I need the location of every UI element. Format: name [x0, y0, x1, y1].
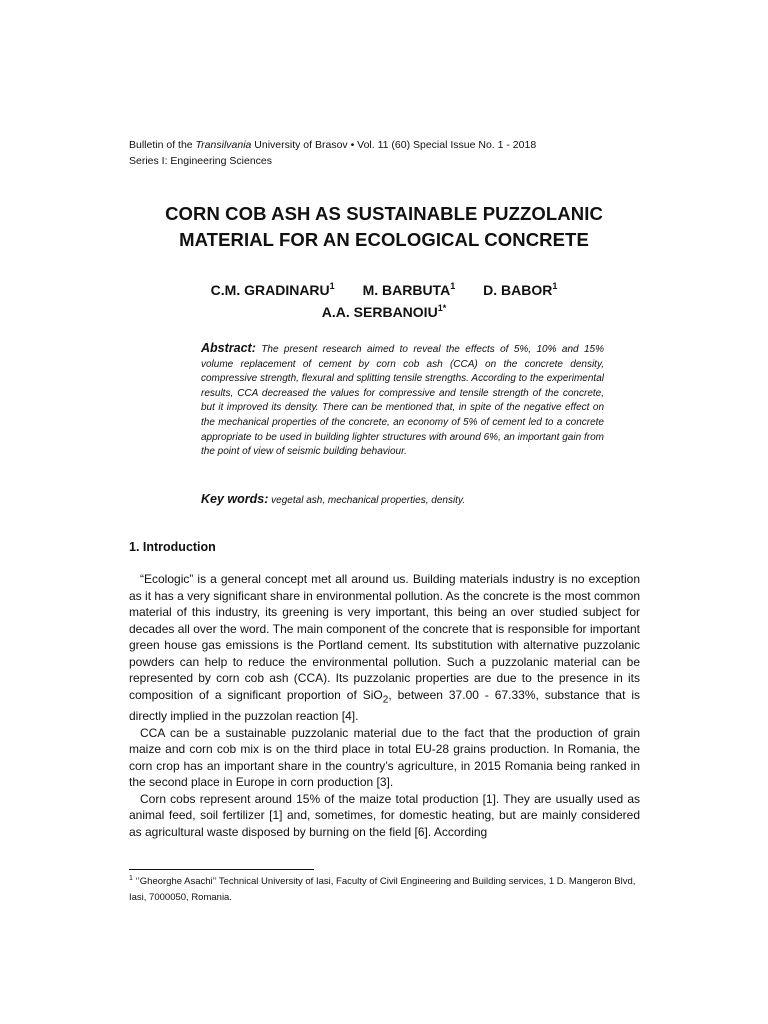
footnote-mark: 1 — [129, 875, 133, 882]
author-4 — [322, 301, 446, 323]
journal-header-line1 — [129, 137, 536, 153]
abstract — [201, 341, 604, 460]
footnote-text: ‘’Gheorghe Asachi’’ Technical University of Iasi, Faculty of Civil Engineering and Building services, 1 D. Mangeron Blvd, Iasi, 7000050, Romania. — [129, 876, 636, 903]
journal-series: Series I: Engineering Sciences — [129, 155, 272, 167]
author-affiliation-mark: 1* — [437, 303, 447, 313]
title-line-2: MATERIAL FOR AN ECOLOGICAL CONCRETE — [179, 229, 589, 250]
paragraph-1-part-b: , between 37.00 - 67.33%, substance that is directly implied in the puzzolan reaction [4]. — [129, 687, 641, 724]
author-affiliation-mark: 1 — [552, 281, 558, 291]
footnote-rule — [129, 869, 314, 870]
author-affiliation-mark: 1 — [450, 281, 456, 291]
paragraph-3: Corn cobs represent around 15% of the maize total production [1]. They are usually used as animal feed, soil fertilizer [1] and, sometimes, for domestic heating, but are mainly considered as agricultural waste disposed by burning on the field [6]. According — [129, 791, 640, 839]
paper-title — [0, 201, 768, 253]
header-university: Transilvania — [195, 139, 252, 151]
paragraph-2: CCA can be a sustainable puzzolanic material due to the fact that the production of grain maize and corn cob mix is on the third place in total EU-28 grains production. In Romania, the corn crop has an important share in the country’s agriculture, in 2015 Romania being ranked in the second place in Europe in corn production [3]. — [129, 725, 640, 790]
title-line-1: CORN COB ASH AS SUSTAINABLE PUZZOLANIC — [165, 203, 603, 224]
paragraph-1 — [129, 571, 640, 725]
body-text — [129, 571, 640, 840]
author-line-2 — [0, 301, 768, 323]
paragraph-1-part-a: “Ecologic” is a general concept met all around us. Building materials industry is no exception as it has a very significant share in environmental pollution. As the concrete is the most common material of this industry, its greening is very important, this being an over studied subject for decades all over the word. The main component of the concrete that is responsible for important green house gas emissions is the Portland cement. Its substitution with alternative puzzolanic powders can help to reduce the environmental pollution. Such a puzzolanic material can be represented by corn cob ash (CCA). Its puzzolanic properties are due to the presence in its composition of a significant proportion of SiO — [129, 572, 640, 702]
keywords — [201, 492, 604, 506]
author-line-1 — [0, 279, 768, 301]
author-3 — [483, 279, 557, 301]
author-list — [0, 279, 768, 323]
author-name: C.M. GRADINARU — [210, 282, 330, 298]
author-2 — [363, 279, 456, 301]
header-post: University of Brasov • Vol. 11 (60) Special Issue No. 1 - 2018 — [251, 139, 537, 151]
header-pre: Bulletin of the — [129, 139, 196, 151]
author-name: D. BABOR — [483, 282, 553, 298]
author-name: A.A. SERBANOIU — [321, 304, 438, 320]
section-heading: 1. Introduction — [129, 540, 216, 554]
keywords-label: Key words: — [201, 492, 269, 506]
keywords-text: vegetal ash, mechanical properties, density. — [268, 495, 465, 506]
subscript: 2 — [382, 693, 389, 705]
journal-header — [129, 137, 536, 169]
abstract-text: The present research aimed to reveal the effects of 5%, 10% and 15% volume replacement of cement by corn cob ash (CCA) on the concrete density, compressive strength, flexural and splitting tensile strengths. According to the experimental results, CCA decreased the values for compressive and tensile strength of the concrete, but it improved its density. There can be mentioned that, in spite of the negative effect on the mechanical properties of the concrete, an economy of 5% of cement led to a concrete appropriate to be used in building lighter structures with around 6%, an important gain from the point of view of seismic building behaviour. — [201, 344, 604, 458]
author-affiliation-mark: 1 — [329, 281, 335, 291]
author-name: M. BARBUTA — [362, 282, 451, 298]
abstract-label: Abstract: — [201, 341, 256, 355]
footnote — [129, 874, 640, 906]
author-1 — [211, 279, 335, 301]
